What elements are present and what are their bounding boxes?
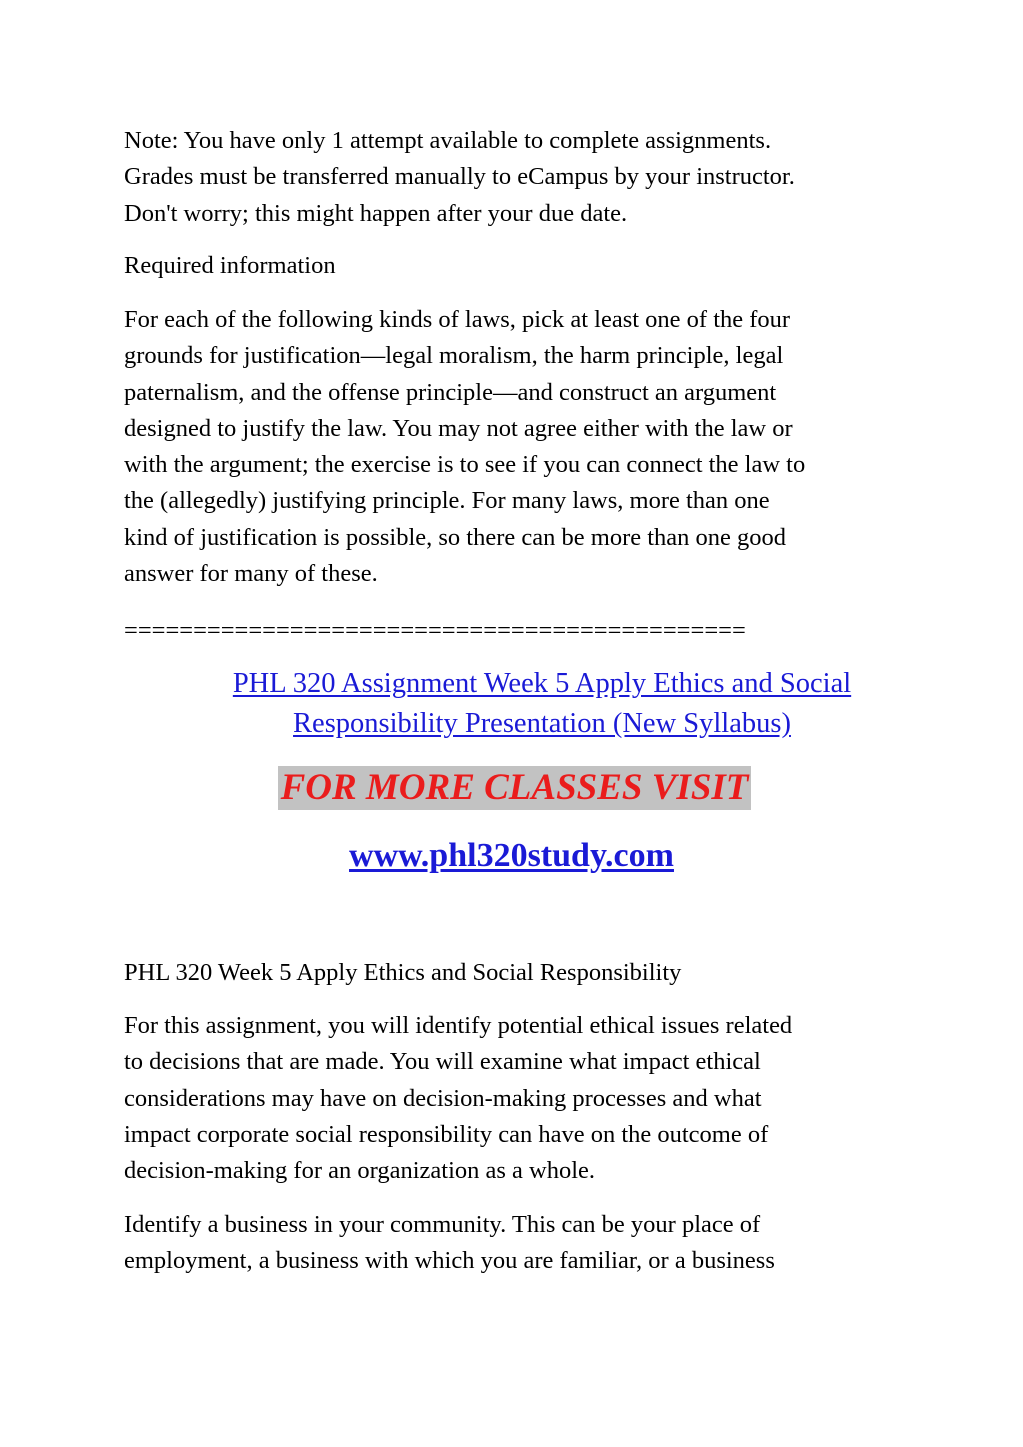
- instructions-line: with the argument; the exercise is to see if you can connect the law to: [124, 451, 806, 479]
- assignment-paragraph: [124, 1008, 914, 1189]
- assignment-title-line[interactable]: Responsibility Presentation (New Syllabus): [293, 708, 791, 739]
- assignment-line: decision-making for an organization as a whole.: [124, 1157, 596, 1185]
- website-link-container: [0, 834, 1023, 878]
- more-classes-banner: [0, 766, 1023, 810]
- more-classes-banner-text: FOR MORE CLASSES VISIT: [278, 766, 752, 810]
- assignment-title-link[interactable]: [150, 664, 934, 744]
- instructions-line: the (allegedly) justifying principle. For many laws, more than one: [124, 487, 770, 515]
- instructions-line: grounds for justification—legal moralism, the harm principle, legal: [124, 342, 784, 370]
- assignment-line: For this assignment, you will identify potential ethical issues related: [124, 1012, 793, 1039]
- instructions-line: For each of the following kinds of laws, pick at least one of the four: [124, 306, 791, 333]
- note-line: Grades must be transferred manually to eCampus by your instructor.: [124, 163, 795, 191]
- instructions-line: kind of justification is possible, so there can be more than one good: [124, 523, 787, 551]
- instructions-line: answer for many of these.: [124, 560, 378, 588]
- divider-line: =============================================: [124, 617, 746, 644]
- note-line: Note: You have only 1 attempt available to complete assignments.: [124, 127, 772, 154]
- required-information-label: Required information: [124, 252, 336, 279]
- instructions-line: designed to justify the law. You may not agree either with the law or: [124, 414, 793, 442]
- assignment-line: to decisions that are made. You will examine what impact ethical: [124, 1048, 761, 1076]
- website-link[interactable]: www.phl320study.com: [349, 837, 674, 874]
- identify-line: employment, a business with which you are familiar, or a business: [124, 1247, 775, 1275]
- instructions-line: paternalism, and the offense principle—and construct an argument: [124, 378, 777, 406]
- identify-line: Identify a business in your community. This can be your place of: [124, 1211, 761, 1238]
- assignment-line: considerations may have on decision-making processes and what: [124, 1084, 762, 1112]
- identify-paragraph: [124, 1207, 914, 1280]
- assignment-title-line[interactable]: PHL 320 Assignment Week 5 Apply Ethics and Social: [232, 668, 852, 699]
- assignment-line: impact corporate social responsibility can have on the outcome of: [124, 1120, 769, 1148]
- note-paragraph: [124, 123, 914, 232]
- note-line: Don't worry; this might happen after your due date.: [124, 199, 628, 227]
- instructions-paragraph: [124, 302, 914, 592]
- section-heading: PHL 320 Week 5 Apply Ethics and Social Responsibility: [124, 959, 682, 986]
